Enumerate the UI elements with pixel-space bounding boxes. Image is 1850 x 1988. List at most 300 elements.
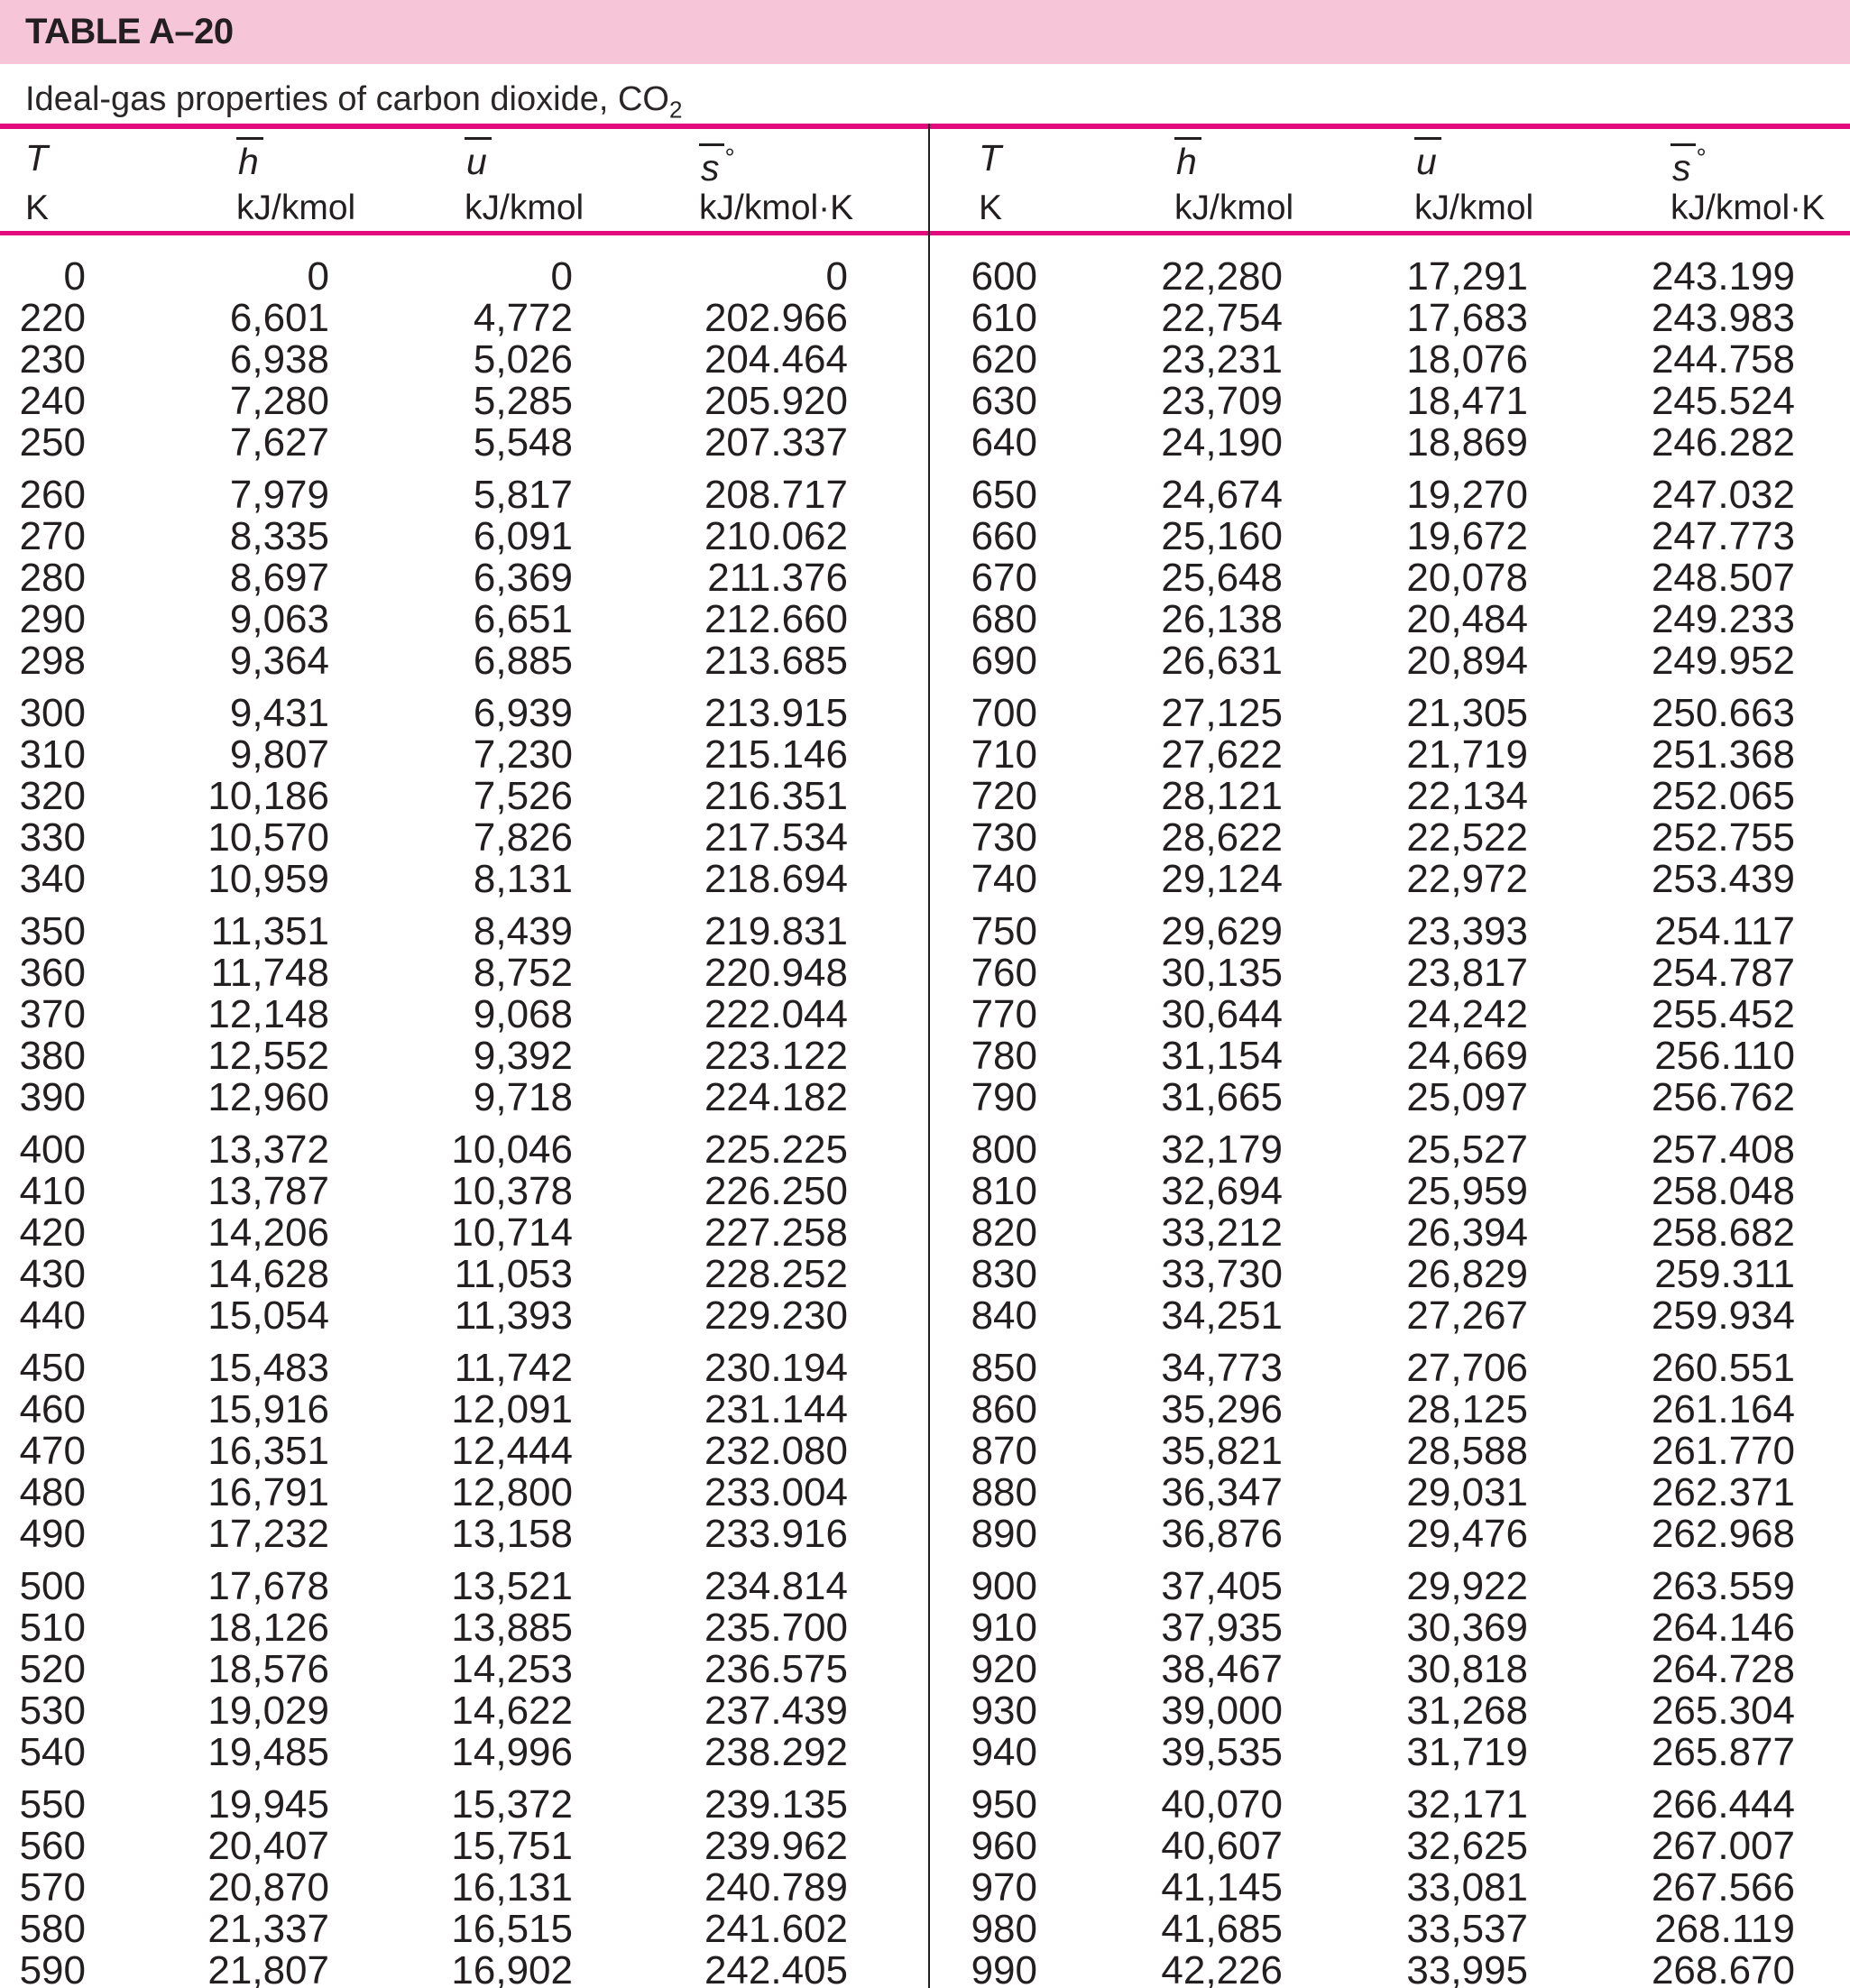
s-value: 219.831: [704, 909, 848, 953]
u-value: 25,959: [1406, 1169, 1528, 1213]
col-header-u-unit: kJ/kmol: [1414, 189, 1534, 227]
u-value: 11,393: [454, 1293, 573, 1338]
table-row: [929, 1171, 1850, 1212]
s-value: 211.376: [707, 556, 848, 600]
h-value: 16,351: [207, 1429, 329, 1473]
t-value: 930: [971, 1689, 1037, 1733]
table-row: [0, 1077, 929, 1118]
h-value: 32,179: [1161, 1127, 1283, 1172]
s-value: 213.685: [704, 639, 848, 683]
h-value: 30,135: [1161, 951, 1283, 995]
u-value: 5,026: [473, 337, 573, 382]
t-value: 510: [19, 1606, 86, 1650]
h-value: 10,186: [207, 774, 329, 818]
h-value: 20,870: [207, 1865, 329, 1910]
h-value: 30,644: [1161, 992, 1283, 1036]
u-value: 5,285: [473, 379, 573, 423]
s-value: 215.146: [704, 732, 848, 777]
t-value: 480: [19, 1470, 86, 1514]
h-value: 29,629: [1161, 909, 1283, 953]
h-value: 17,232: [207, 1512, 329, 1556]
table-row: [929, 693, 1850, 734]
s-value: 222.044: [704, 992, 848, 1036]
col-header-t-unit: K: [25, 189, 50, 227]
table-row: [0, 422, 929, 464]
s-value: 228.252: [704, 1252, 848, 1296]
table-row: [0, 734, 929, 776]
h-value: 15,916: [207, 1387, 329, 1431]
h-value: 11,748: [210, 951, 329, 995]
s-value: 242.405: [704, 1948, 848, 1988]
t-value: 780: [971, 1034, 1037, 1078]
data-rows: [0, 256, 929, 1988]
table-row: [0, 693, 929, 734]
u-value: 5,548: [473, 420, 573, 465]
t-value: 730: [971, 815, 1037, 860]
u-value: 23,393: [1406, 909, 1528, 953]
u-value: 16,131: [451, 1865, 573, 1910]
t-value: 950: [971, 1782, 1037, 1827]
s-value: 235.700: [704, 1606, 848, 1650]
h-value: 35,821: [1161, 1429, 1283, 1473]
t-value: 720: [971, 774, 1037, 818]
col-header-s-unit: kJ/kmol·K: [699, 189, 854, 227]
u-value: 13,521: [451, 1564, 573, 1608]
u-value: 9,718: [473, 1075, 573, 1119]
u-value: 26,829: [1406, 1252, 1528, 1296]
t-value: 460: [19, 1387, 86, 1431]
u-value: 13,158: [451, 1512, 573, 1556]
u-value: 20,894: [1406, 639, 1528, 683]
table-row: [0, 1389, 929, 1431]
table-row: [929, 1649, 1850, 1690]
table-row: [0, 817, 929, 859]
u-value: 19,672: [1406, 514, 1528, 558]
u-bar-symbol: u: [465, 137, 492, 182]
u-value: 12,800: [451, 1470, 573, 1514]
h-value: 25,648: [1161, 556, 1283, 600]
u-value: 10,046: [451, 1127, 573, 1172]
u-value: 7,526: [473, 774, 573, 818]
u-value: 30,818: [1406, 1647, 1528, 1691]
t-value: 0: [63, 254, 86, 299]
h-value: 31,665: [1161, 1075, 1283, 1119]
table-row: [929, 1566, 1850, 1607]
t-value: 430: [19, 1252, 86, 1296]
s-value: 259.311: [1654, 1252, 1795, 1296]
t-value: 860: [971, 1387, 1037, 1431]
subtitle-text: Ideal-gas properties of carbon dioxide, CO: [25, 80, 669, 118]
s-value: 247.773: [1651, 514, 1795, 558]
row-group: [929, 693, 1850, 900]
s-value: 213.915: [704, 691, 848, 735]
s-value: 217.534: [704, 815, 848, 860]
h-value: 7,280: [229, 379, 329, 423]
t-value: 620: [971, 337, 1037, 382]
table-row: [929, 734, 1850, 776]
u-value: 31,719: [1406, 1730, 1528, 1774]
h-value: 39,535: [1161, 1730, 1283, 1774]
u-value: 11,053: [454, 1252, 573, 1296]
table-row: [929, 911, 1850, 953]
t-value: 350: [19, 909, 86, 953]
s-value: 261.164: [1651, 1387, 1795, 1431]
s-value: 224.182: [704, 1075, 848, 1119]
t-value: 990: [971, 1948, 1037, 1988]
table-row: [0, 1254, 929, 1295]
col-header-h-unit: kJ/kmol: [1174, 189, 1294, 227]
u-value: 15,751: [451, 1824, 573, 1868]
table-row: [0, 1690, 929, 1732]
h-value: 12,960: [207, 1075, 329, 1119]
h-value: 33,212: [1161, 1210, 1283, 1255]
u-value: 14,622: [451, 1689, 573, 1733]
h-value: 9,807: [229, 732, 329, 777]
u-value: 21,719: [1406, 732, 1528, 777]
u-value: 33,537: [1406, 1907, 1528, 1951]
h-value: 38,467: [1161, 1647, 1283, 1691]
row-group: [0, 474, 929, 682]
s-value: 268.119: [1654, 1907, 1795, 1951]
t-value: 380: [19, 1034, 86, 1078]
s-value: 225.225: [704, 1127, 848, 1172]
col-header-h-symbol: [1174, 137, 1201, 182]
h-value: 42,226: [1161, 1948, 1283, 1988]
h-value: 32,694: [1161, 1169, 1283, 1213]
table-row: [0, 557, 929, 599]
table-row: [0, 1909, 929, 1950]
u-value: 6,369: [473, 556, 573, 600]
table-row: [929, 1514, 1850, 1555]
table-row: [0, 474, 929, 516]
s-value: 243.199: [1651, 254, 1795, 299]
s-value: 229.230: [704, 1293, 848, 1338]
t-value: 240: [19, 379, 86, 423]
t-value: 500: [19, 1564, 86, 1608]
table-row: [0, 1867, 929, 1909]
s-value: 233.004: [704, 1470, 848, 1514]
t-value: 830: [971, 1252, 1037, 1296]
u-value: 14,253: [451, 1647, 573, 1691]
s-value: 262.371: [1651, 1470, 1795, 1514]
t-value: 610: [971, 296, 1037, 340]
h-value: 9,431: [229, 691, 329, 735]
table-row: [0, 1607, 929, 1649]
u-value: 33,995: [1406, 1948, 1528, 1988]
s-value: 232.080: [704, 1429, 848, 1473]
u-value: 20,078: [1406, 556, 1528, 600]
h-value: 21,337: [207, 1907, 329, 1951]
u-value: 12,091: [451, 1387, 573, 1431]
h-value: 26,631: [1161, 639, 1283, 683]
table-row: [929, 1295, 1850, 1337]
h-value: 9,364: [229, 639, 329, 683]
table-row: [929, 953, 1850, 994]
u-bar-symbol: u: [1414, 137, 1441, 182]
table-row: [0, 1212, 929, 1254]
u-value: 8,439: [473, 909, 573, 953]
col-header-h-unit: kJ/kmol: [236, 189, 356, 227]
s-value: 252.755: [1651, 815, 1795, 860]
t-value: 280: [19, 556, 86, 600]
t-value: 840: [971, 1293, 1037, 1338]
t-value: 220: [19, 296, 86, 340]
row-group: [0, 1784, 929, 1988]
s-value: 216.351: [704, 774, 848, 818]
u-value: 9,392: [473, 1034, 573, 1078]
s-value: 236.575: [704, 1647, 848, 1691]
t-value: 420: [19, 1210, 86, 1255]
s-value: 241.602: [704, 1907, 848, 1951]
table-title: TABLE A–20: [25, 12, 234, 51]
u-value: 24,242: [1406, 992, 1528, 1036]
t-value: 670: [971, 556, 1037, 600]
s-value: 250.663: [1651, 691, 1795, 735]
data-rows: [929, 256, 1850, 1988]
s-value: 265.304: [1651, 1689, 1795, 1733]
table-row: [929, 381, 1850, 422]
t-value: 960: [971, 1824, 1037, 1868]
table-row: [929, 1732, 1850, 1773]
s-value: 267.007: [1651, 1824, 1795, 1868]
t-value: 260: [19, 473, 86, 517]
t-value: 370: [19, 992, 86, 1036]
h-value: 28,121: [1161, 774, 1283, 818]
t-value: 320: [19, 774, 86, 818]
s-value: 255.452: [1651, 992, 1795, 1036]
table-row: [929, 1431, 1850, 1472]
h-value: 16,791: [207, 1470, 329, 1514]
u-value: 25,527: [1406, 1127, 1528, 1172]
u-value: 6,939: [473, 691, 573, 735]
s-value: 208.717: [704, 473, 848, 517]
t-value: 270: [19, 514, 86, 558]
s-bar-symbol: s: [699, 143, 724, 189]
u-value: 30,369: [1406, 1606, 1528, 1650]
u-value: 28,588: [1406, 1429, 1528, 1473]
u-value: 29,031: [1406, 1470, 1528, 1514]
t-value: 490: [19, 1512, 86, 1556]
table-row: [0, 1171, 929, 1212]
table-row: [0, 1514, 929, 1555]
h-value: 24,190: [1161, 420, 1283, 465]
t-value: 760: [971, 951, 1037, 995]
s-value: 227.258: [704, 1210, 848, 1255]
s-value: 240.789: [704, 1865, 848, 1910]
h-value: 17,678: [207, 1564, 329, 1608]
col-header-t-unit: K: [979, 189, 1003, 227]
s-value: 239.135: [704, 1782, 848, 1827]
table-row: [929, 422, 1850, 464]
table-row: [929, 474, 1850, 516]
row-group: [929, 1566, 1850, 1773]
u-value: 29,922: [1406, 1564, 1528, 1608]
u-value: 11,742: [454, 1346, 573, 1390]
s-value: 253.439: [1651, 857, 1795, 901]
u-value: 32,625: [1406, 1824, 1528, 1868]
s-value: 258.048: [1651, 1169, 1795, 1213]
s-value: 218.694: [704, 857, 848, 901]
s-value: 207.337: [704, 420, 848, 465]
table-row: [0, 1950, 929, 1988]
t-value: 550: [19, 1782, 86, 1827]
table-row: [0, 640, 929, 682]
s-value: 257.408: [1651, 1127, 1795, 1172]
u-value: 21,305: [1406, 691, 1528, 735]
table-row: [929, 256, 1850, 298]
u-value: 6,885: [473, 639, 573, 683]
degree-mark: °: [724, 143, 735, 171]
s-value: 246.282: [1651, 420, 1795, 465]
t-value: 640: [971, 420, 1037, 465]
table-row: [0, 1826, 929, 1867]
table-row: [0, 994, 929, 1035]
table-row: [0, 1295, 929, 1337]
table-row: [0, 599, 929, 640]
t-value: 290: [19, 597, 86, 641]
t-value: 800: [971, 1127, 1037, 1172]
h-value: 12,148: [207, 992, 329, 1036]
u-value: 10,714: [451, 1210, 573, 1255]
h-value: 11,351: [210, 909, 329, 953]
u-value: 16,515: [451, 1907, 573, 1951]
s-value: 258.682: [1651, 1210, 1795, 1255]
table-row: [0, 339, 929, 381]
table-row: [0, 1732, 929, 1773]
h-value: 27,622: [1161, 732, 1283, 777]
table-row: [929, 776, 1850, 817]
t-value: 440: [19, 1293, 86, 1338]
u-value: 16,902: [451, 1948, 573, 1988]
h-value: 15,054: [207, 1293, 329, 1338]
row-group: [929, 256, 1850, 464]
u-value: 7,826: [473, 815, 573, 860]
s-value: 205.920: [704, 379, 848, 423]
h-value: 6,601: [229, 296, 329, 340]
row-group: [929, 1348, 1850, 1555]
t-value: 680: [971, 597, 1037, 641]
h-bar-symbol: h: [1174, 137, 1201, 182]
t-value: 700: [971, 691, 1037, 735]
table-row: [929, 1690, 1850, 1732]
s-value: 210.062: [704, 514, 848, 558]
t-value: 540: [19, 1730, 86, 1774]
h-value: 39,000: [1161, 1689, 1283, 1733]
h-value: 36,347: [1161, 1470, 1283, 1514]
row-group: [929, 1784, 1850, 1988]
table-row: [0, 256, 929, 298]
h-value: 14,628: [207, 1252, 329, 1296]
table-row: [929, 1607, 1850, 1649]
h-value: 14,206: [207, 1210, 329, 1255]
u-value: 32,171: [1406, 1782, 1528, 1827]
u-value: 26,394: [1406, 1210, 1528, 1255]
table-row: [929, 1212, 1850, 1254]
s-value: 226.250: [704, 1169, 848, 1213]
h-value: 21,807: [207, 1948, 329, 1988]
h-value: 10,959: [207, 857, 329, 901]
h-value: 10,570: [207, 815, 329, 860]
t-value: 980: [971, 1907, 1037, 1951]
col-header-s-symbol: [1671, 137, 1707, 189]
u-value: 8,131: [473, 857, 573, 901]
t-value: 400: [19, 1127, 86, 1172]
h-value: 31,154: [1161, 1034, 1283, 1078]
h-value: 7,979: [229, 473, 329, 517]
s-value: 238.292: [704, 1730, 848, 1774]
row-group: [929, 911, 1850, 1118]
table-row: [929, 1867, 1850, 1909]
table-row: [0, 1129, 929, 1171]
t-value: 900: [971, 1564, 1037, 1608]
s-value: 249.952: [1651, 639, 1795, 683]
s-value: 261.770: [1651, 1429, 1795, 1473]
h-value: 27,125: [1161, 691, 1283, 735]
t-value: 410: [19, 1169, 86, 1213]
s-value: 256.110: [1654, 1034, 1795, 1078]
s-value: 266.444: [1651, 1782, 1795, 1827]
col-header-t-symbol: [979, 137, 1001, 179]
h-value: 13,787: [207, 1169, 329, 1213]
s-value: 256.762: [1651, 1075, 1795, 1119]
u-value: 13,885: [451, 1606, 573, 1650]
t-value: 560: [19, 1824, 86, 1868]
h-value: 34,773: [1161, 1346, 1283, 1390]
s-value: 252.065: [1651, 774, 1795, 818]
t-value: 660: [971, 514, 1037, 558]
s-value: 264.728: [1651, 1647, 1795, 1691]
h-value: 18,576: [207, 1647, 329, 1691]
t-value: 450: [19, 1346, 86, 1390]
s-value: 244.758: [1651, 337, 1795, 382]
h-value: 40,607: [1161, 1824, 1283, 1868]
u-value: 22,134: [1406, 774, 1528, 818]
row-group: [929, 474, 1850, 682]
t-value: 310: [19, 732, 86, 777]
table-row: [0, 1348, 929, 1389]
h-value: 25,160: [1161, 514, 1283, 558]
u-value: 6,091: [473, 514, 573, 558]
row-group: [0, 693, 929, 900]
t-value: 630: [971, 379, 1037, 423]
h-value: 34,251: [1161, 1293, 1283, 1338]
u-value: 5,817: [473, 473, 573, 517]
h-value: 37,405: [1161, 1564, 1283, 1608]
t-value: 600: [971, 254, 1037, 299]
t-value: 920: [971, 1647, 1037, 1691]
t-value: 890: [971, 1512, 1037, 1556]
table-row: [929, 339, 1850, 381]
col-header-t-symbol: [25, 137, 48, 179]
table-row: [929, 994, 1850, 1035]
table-row: [929, 557, 1850, 599]
s-bar-symbol: s: [1671, 143, 1696, 189]
h-value: 28,622: [1161, 815, 1283, 860]
t-value: 740: [971, 857, 1037, 901]
h-value: 33,730: [1161, 1252, 1283, 1296]
table-row: [929, 516, 1850, 557]
table-row: [0, 516, 929, 557]
h-value: 8,697: [229, 556, 329, 600]
u-value: 18,869: [1406, 420, 1528, 465]
h-value: 26,138: [1161, 597, 1283, 641]
table-row: [929, 1950, 1850, 1988]
s-value: 202.966: [704, 296, 848, 340]
u-value: 28,125: [1406, 1387, 1528, 1431]
table-row: [0, 298, 929, 339]
u-value: 10,378: [451, 1169, 573, 1213]
h-value: 20,407: [207, 1824, 329, 1868]
